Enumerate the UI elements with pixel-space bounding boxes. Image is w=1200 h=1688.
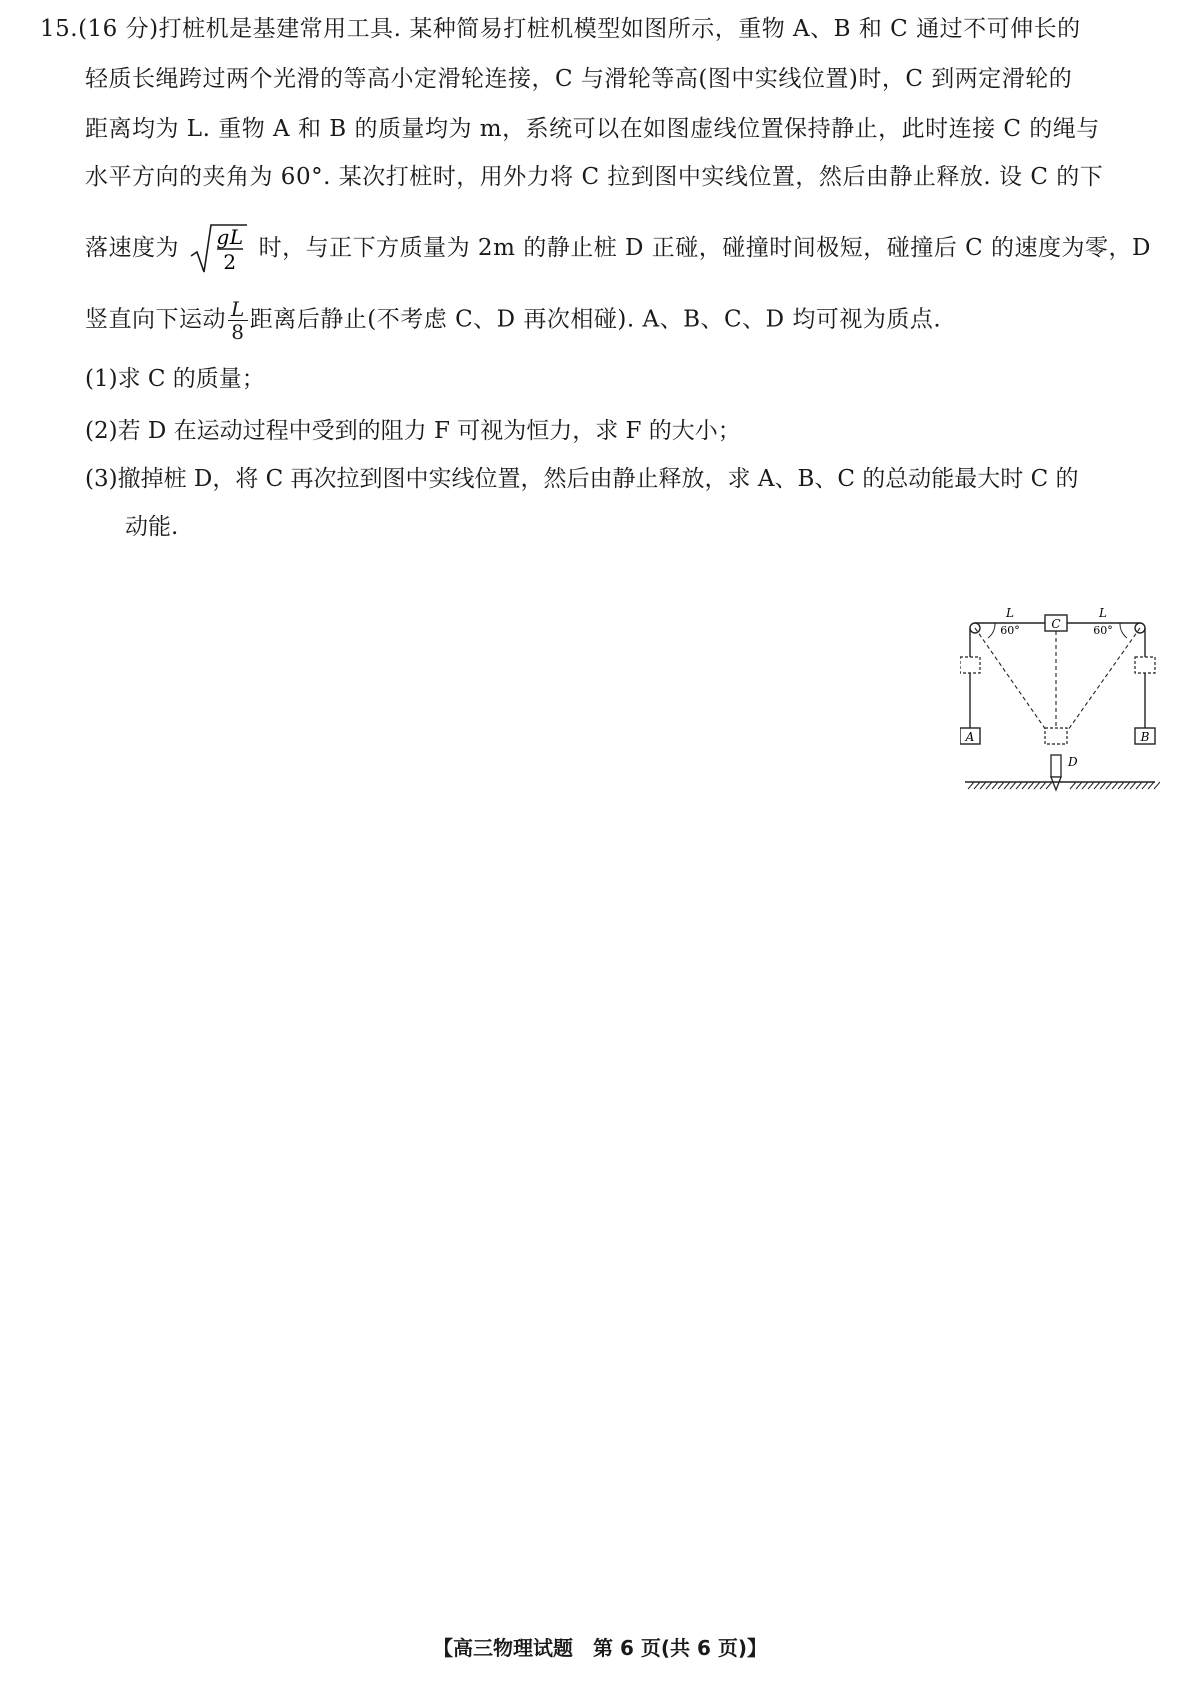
question-line-1 — [40, 12, 1130, 46]
label-l-left: L — [1006, 606, 1014, 620]
hatch-mark — [992, 782, 998, 789]
fraction-numerator: L — [228, 298, 248, 321]
question-line-4: 水平方向的夹角为 60°. 某次打桩时，用外力将 C 拉到图中实线位置，然后由静止释放. 设 C 的下 — [85, 164, 1104, 190]
question-line-6 — [85, 298, 1175, 343]
pile-driver-figure — [960, 600, 1160, 820]
hatch-mark — [1016, 782, 1022, 789]
hatch-mark — [1070, 782, 1076, 789]
hatch-mark — [1088, 782, 1094, 789]
angle-arc-left — [988, 623, 995, 638]
question-number: 15. — [40, 16, 79, 42]
hatch-mark — [1100, 782, 1106, 789]
hatch-mark — [1040, 782, 1046, 789]
label-angle-left: 60° — [1000, 624, 1020, 637]
hatch-mark — [1022, 782, 1028, 789]
hatch-mark — [1148, 782, 1154, 789]
question-line-5 — [85, 222, 1175, 276]
sub-question-1: (1)求 C 的质量； — [85, 366, 265, 392]
distance-text-before: 竖直向下运动 — [85, 306, 226, 333]
question-line-2: 轻质长绳跨过两个光滑的等高小定滑轮连接，C 与滑轮等高(图中实线位置)时，C 到两定滑轮的 — [85, 66, 1073, 92]
hatch-mark — [1028, 782, 1034, 789]
pile-d-tip — [1051, 777, 1061, 790]
hatch-mark — [1154, 782, 1160, 789]
hatch-mark — [1118, 782, 1124, 789]
label-l-right: L — [1099, 606, 1107, 620]
question-points: (16 分) — [78, 16, 159, 42]
ground-hatching — [968, 782, 1160, 789]
hatch-mark — [986, 782, 992, 789]
label-b: B — [1140, 730, 1150, 744]
sqrt-expression — [189, 222, 249, 276]
hatch-mark — [1010, 782, 1016, 789]
sqrt-sign — [189, 222, 249, 276]
fraction-expression — [228, 298, 248, 343]
question-text-1: 打桩机是基建常用工具. 某种简易打桩机模型如图所示，重物 A、B 和 C 通过不可伸长的 — [158, 16, 1081, 42]
hatch-mark — [1130, 782, 1136, 789]
hatch-mark — [998, 782, 1004, 789]
question-line-3: 距离均为 L. 重物 A 和 B 的质量均为 m，系统可以在如图虚线位置保持静止，此时连接 C 的绳与 — [85, 116, 1100, 142]
label-a: A — [965, 730, 975, 744]
hatch-mark — [1034, 782, 1040, 789]
dashed-rope-left — [975, 628, 1046, 730]
hatch-mark — [1124, 782, 1130, 789]
block-c-dashed — [1045, 728, 1067, 744]
sub-question-3-line-1: (3)撤掉桩 D，将 C 再次拉到图中实线位置，然后由静止释放，求 A、B、C 的总动能最大时 C 的 — [85, 466, 1079, 492]
angle-arc-right — [1120, 623, 1127, 638]
hatch-mark — [1136, 782, 1142, 789]
hatch-mark — [980, 782, 986, 789]
sqrt-denominator: 2 — [223, 250, 237, 274]
speed-text-before: 落速度为 — [85, 235, 179, 261]
pile-d — [1051, 755, 1061, 777]
dashed-rope-right — [1068, 628, 1140, 730]
hatch-mark — [1004, 782, 1010, 789]
block-b-dashed — [1135, 657, 1155, 673]
label-c: C — [1051, 617, 1061, 631]
hatch-mark — [1046, 782, 1052, 789]
hatch-mark — [1094, 782, 1100, 789]
hatch-mark — [974, 782, 980, 789]
hatch-mark — [1076, 782, 1082, 789]
hatch-mark — [968, 782, 974, 789]
hatch-mark — [1112, 782, 1118, 789]
hatch-mark — [1106, 782, 1112, 789]
label-angle-right: 60° — [1093, 624, 1113, 637]
speed-text-after: 时，与正下方质量为 2m 的静止桩 D 正碰，碰撞时间极短，碰撞后 C 的速度为零，D — [258, 235, 1151, 261]
sub-question-3-line-2: 动能. — [125, 514, 179, 540]
sub-question-2: (2)若 D 在运动过程中受到的阻力 F 可视为恒力，求 F 的大小； — [85, 418, 741, 444]
fraction-denominator: 8 — [231, 320, 245, 344]
distance-text-after: 距离后静止(不考虑 C、D 再次相碰). A、B、C、D 均可视为质点. — [249, 306, 942, 333]
block-a-dashed — [960, 657, 980, 673]
label-d: D — [1068, 755, 1078, 769]
hatch-mark — [1082, 782, 1088, 789]
page-footer: 【高三物理试题 第 6 页(共 6 页)】 — [433, 1636, 767, 1660]
hatch-mark — [1142, 782, 1148, 789]
sqrt-numerator: gL — [216, 225, 244, 249]
